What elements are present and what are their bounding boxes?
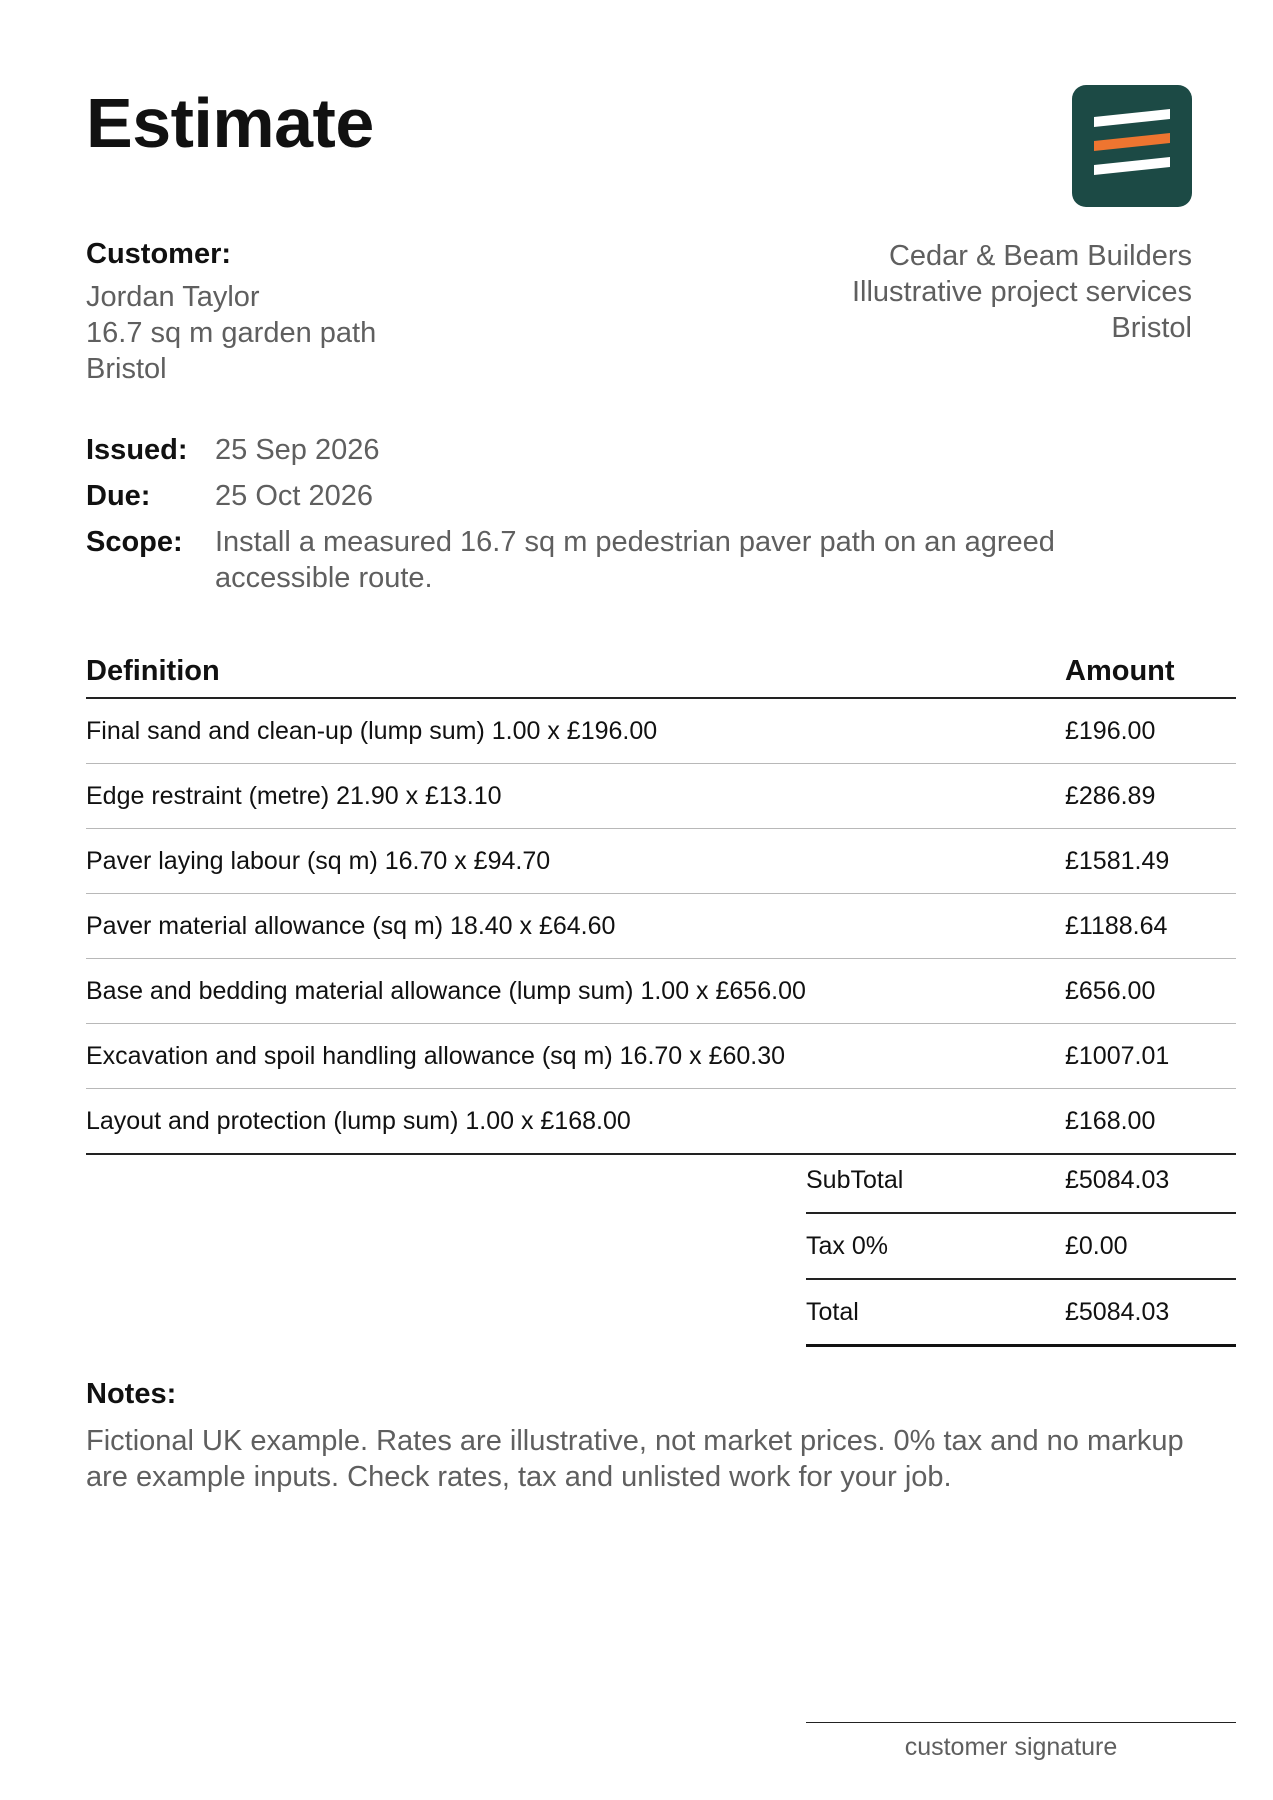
item-amount: £196.00 — [1065, 716, 1156, 745]
item-amount: £1581.49 — [1065, 846, 1170, 875]
customer-city: Bristol — [86, 353, 167, 385]
item-amount: £168.00 — [1065, 1106, 1156, 1135]
amount-header: Amount — [1065, 655, 1175, 687]
item-definition: Paver laying labour (sq m) 16.70 x £94.70 — [86, 846, 551, 875]
tax-value: £0.00 — [1065, 1231, 1128, 1260]
company-tagline: Illustrative project services — [851, 276, 1192, 308]
total-label: Total — [806, 1297, 859, 1326]
notes-text: Fictional UK example. Rates are illustrative, not market prices. 0% tax and no markup are example inputs. Check rates, tax and unlisted work for your job. — [86, 1425, 1184, 1493]
page-title: Estimate — [86, 84, 374, 162]
table-row — [86, 764, 1236, 829]
subtotal-value: £5084.03 — [1065, 1165, 1170, 1194]
due-date: 25 Oct 2026 — [215, 480, 373, 512]
scope-text: Install a measured 16.7 sq m pedestrian paver path on an agreed accessible route. — [215, 526, 1055, 594]
line-items-table — [86, 655, 1236, 1155]
issued-label: Issued: — [86, 434, 188, 466]
tax-row — [806, 1214, 1236, 1280]
table-row — [86, 894, 1236, 959]
customer-label: Customer: — [86, 238, 232, 270]
subtotal-label: SubTotal — [806, 1165, 904, 1194]
scope-label: Scope: — [86, 526, 183, 558]
table-row — [86, 959, 1236, 1024]
totals-block — [806, 1148, 1236, 1347]
estimate-meta — [86, 432, 1196, 606]
item-amount: £656.00 — [1065, 976, 1156, 1005]
table-row — [86, 1024, 1236, 1089]
due-row — [86, 478, 1196, 514]
item-definition: Excavation and spoil handling allowance (sq m) 16.70 x £60.30 — [86, 1041, 786, 1070]
scope-row — [86, 524, 1196, 596]
item-amount: £286.89 — [1065, 781, 1156, 810]
item-amount: £1007.01 — [1065, 1041, 1170, 1070]
table-header — [86, 655, 1236, 699]
table-row — [86, 1089, 1236, 1155]
due-label: Due: — [86, 480, 151, 512]
notes-label: Notes: — [86, 1378, 177, 1410]
company-logo — [1072, 85, 1192, 207]
company-name: Cedar & Beam Builders — [888, 240, 1192, 272]
notes-block — [86, 1378, 1196, 1495]
signature-line — [806, 1722, 1236, 1762]
tax-label: Tax 0% — [806, 1231, 888, 1260]
total-value: £5084.03 — [1065, 1297, 1170, 1326]
total-row — [806, 1280, 1236, 1347]
item-definition: Paver material allowance (sq m) 18.40 x £64.60 — [86, 911, 616, 940]
issued-date: 25 Sep 2026 — [215, 434, 380, 466]
definition-header: Definition — [86, 655, 220, 687]
signature-label: customer signature — [904, 1733, 1118, 1761]
item-definition: Final sand and clean-up (lump sum) 1.00 x £196.00 — [86, 716, 658, 745]
item-definition: Edge restraint (metre) 21.90 x £13.10 — [86, 781, 502, 810]
issued-row — [86, 432, 1196, 468]
item-amount: £1188.64 — [1065, 911, 1168, 940]
item-definition: Layout and protection (lump sum) 1.00 x £168.00 — [86, 1106, 631, 1135]
company-block — [852, 238, 1192, 346]
subtotal-row — [806, 1148, 1236, 1214]
customer-project: 16.7 sq m garden path — [86, 317, 377, 349]
table-row — [86, 829, 1236, 894]
company-city: Bristol — [1111, 312, 1192, 344]
stacked-planks-logo-icon — [1072, 85, 1192, 207]
customer-name: Jordan Taylor — [86, 281, 260, 313]
item-definition: Base and bedding material allowance (lump sum) 1.00 x £656.00 — [86, 976, 806, 1005]
table-row — [86, 699, 1236, 764]
customer-block — [86, 238, 376, 387]
